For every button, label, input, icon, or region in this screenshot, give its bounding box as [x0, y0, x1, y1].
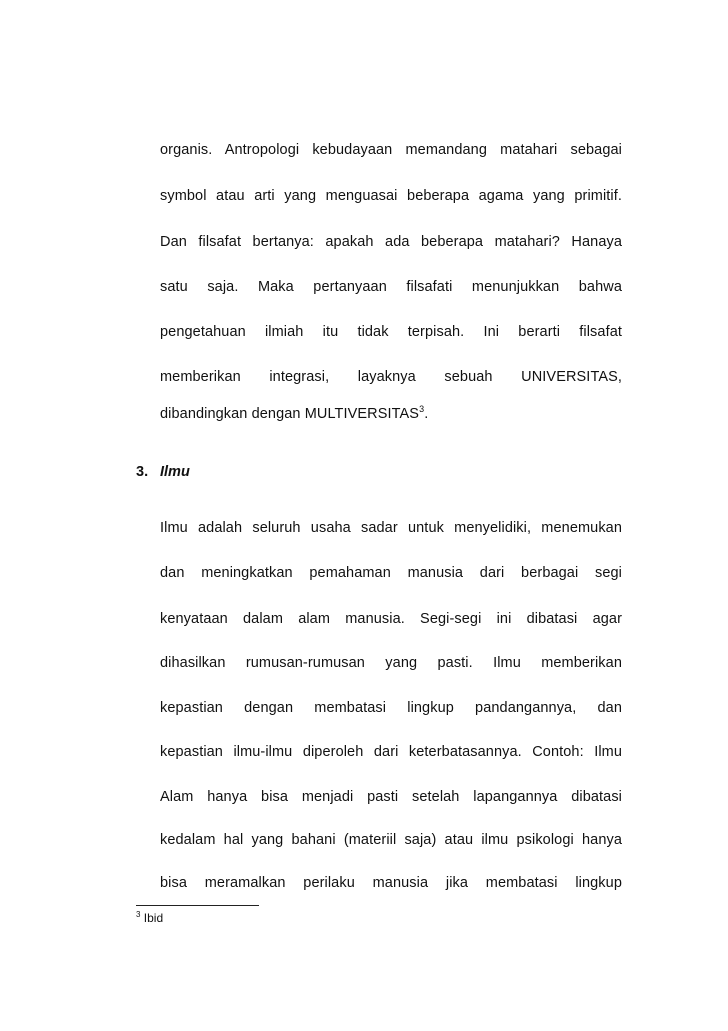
paragraph-line: kedalam hal yang bahani (materiil saja) atau ilmu psikologi hanya	[160, 832, 622, 848]
paragraph-line: bisa meramalkan perilaku manusia jika membatasi lingkup	[160, 875, 622, 891]
paragraph-line-end: .	[424, 406, 429, 422]
paragraph-line: Alam hanya bisa menjadi pasti setelah lapangannya dibatasi	[160, 789, 622, 805]
paragraph-line: organis. Antropologi kebudayaan memandang matahari sebagai	[160, 142, 622, 158]
section-title: Ilmu	[160, 464, 190, 480]
paragraph-line: kepastian dengan membatasi lingkup pandangannya, dan	[160, 700, 622, 716]
footnote-text: Ibid	[143, 911, 164, 925]
paragraph-line: Ilmu adalah seluruh usaha sadar untuk menyelidiki, menemukan	[160, 520, 622, 536]
footnote-divider	[136, 905, 259, 906]
paragraph-line: symbol atau arti yang menguasai beberapa agama yang primitif.	[160, 188, 622, 204]
section-number: 3.	[136, 464, 149, 480]
paragraph-line: memberikan integrasi, layaknya sebuah UNIVERSITAS,	[160, 369, 622, 385]
paragraph-line: dihasilkan rumusan-rumusan yang pasti. Ilmu memberikan	[160, 655, 622, 671]
paragraph-line: satu saja. Maka pertanyaan filsafati menunjukkan bahwa	[160, 279, 622, 295]
section-heading	[136, 462, 190, 482]
footnote	[136, 910, 163, 926]
paragraph-line: kenyataan dalam alam manusia. Segi-segi ini dibatasi agar	[160, 611, 622, 627]
paragraph-last-line	[160, 404, 622, 424]
paragraph-line-text: dibandingkan dengan MULTIVERSITAS	[160, 406, 420, 422]
paragraph-line: Dan filsafat bertanya: apakah ada beberapa matahari? Hanaya	[160, 234, 622, 250]
paragraph-line: pengetahuan ilmiah itu tidak terpisah. Ini berarti filsafat	[160, 324, 622, 340]
footnote-number: 3	[136, 910, 141, 919]
paragraph-line: dan meningkatkan pemahaman manusia dari berbagai segi	[160, 565, 622, 581]
footnote-reference: 3	[419, 404, 425, 415]
paragraph-line: kepastian ilmu-ilmu diperoleh dari keterbatasannya. Contoh: Ilmu	[160, 744, 622, 760]
